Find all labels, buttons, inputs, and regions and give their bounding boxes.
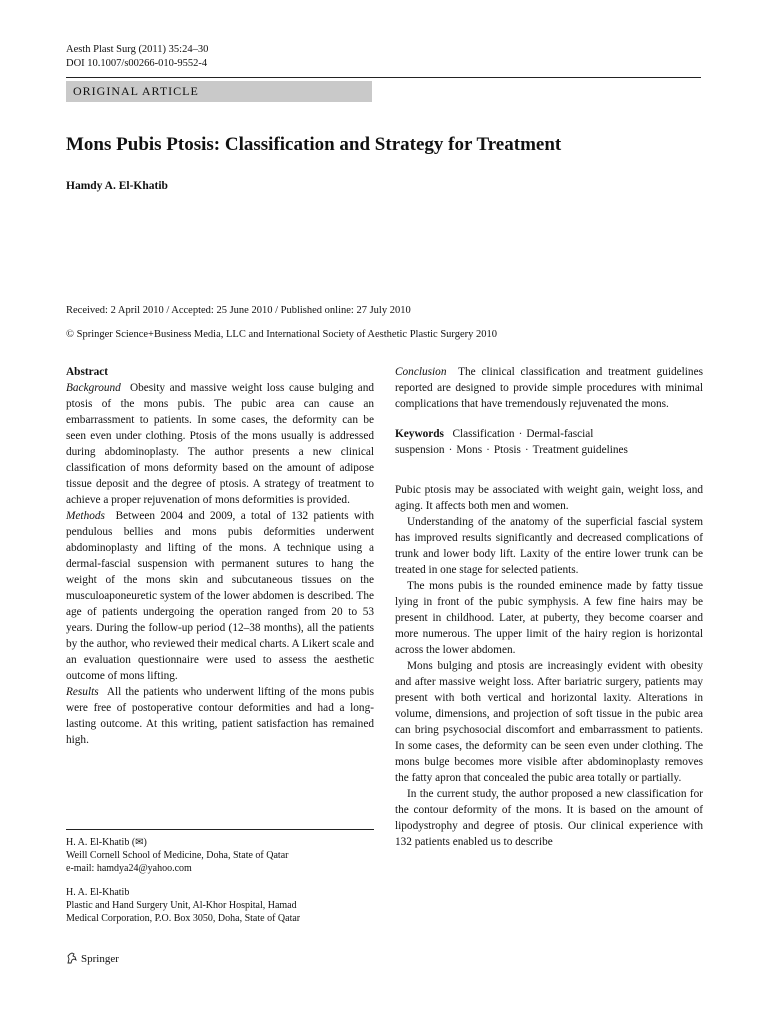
body-paragraph: Mons bulging and ptosis are increasingly evident with obesity and after massive weight loss. After bariatric surgery, patients may present with both vertical and horizontal laxity. Alterations in volume, dimensions, and projection of soft tissue in the pubic area can bring psychosocial discomfort and embarrassment to patients. In some cases, the deformity can be seen even under clothing. The mons bulge becomes more visible after abdominoplasty removes the fatty apron that concealed the pubic area totally or partially. xyxy=(395,660,703,784)
results-label: Results xyxy=(66,686,99,698)
keyword: Treatment guidelines xyxy=(532,444,628,456)
affiliation-institution: Plastic and Hand Surgery Unit, Al-Khor Hospital, Hamad xyxy=(66,900,297,911)
affiliation-rule xyxy=(66,829,374,830)
conclusion-paragraph xyxy=(395,364,703,412)
body-paragraph: The mons pubis is the rounded eminence made by fatty tissue lying in front of the pubic symphysis. A few fine hairs may be present in childhood. Later, at puberty, they become coarser and more numerous. The upper limit of the hairy region is horizontal across the lower abdomen. xyxy=(395,580,703,656)
keywords-line: Keywords Classification · Dermal-fascial suspension · Mons · Ptosis · Treatment guidelines xyxy=(395,428,628,456)
methods-label: Methods xyxy=(66,510,105,522)
conclusion-label: Conclusion xyxy=(395,366,447,378)
header-rule xyxy=(66,77,701,78)
body-paragraph: Pubic ptosis may be associated with weight gain, weight loss, and aging. It affects both men and women. xyxy=(395,484,703,512)
doi: DOI 10.1007/s00266-010-9552-4 xyxy=(66,58,208,69)
affiliation-name: H. A. El-Khatib xyxy=(66,887,130,898)
right-column xyxy=(395,364,703,850)
affiliation-name: H. A. El-Khatib (✉) xyxy=(66,837,147,848)
affiliation-email[interactable]: e-mail: hamdya24@yahoo.com xyxy=(66,863,192,874)
publication-dates: Received: 2 April 2010 / Accepted: 25 June 2010 / Published online: 27 July 2010 xyxy=(66,305,411,316)
keyword: Dermal-fascial suspension xyxy=(395,428,594,456)
affiliation-2 xyxy=(66,886,374,925)
keyword: Ptosis xyxy=(493,444,521,456)
publisher-name: Springer xyxy=(81,953,119,965)
page-footer xyxy=(66,952,119,966)
background-text: Obesity and massive weight loss cause bulging and ptosis of the mons pubis. The pubic area can cause an embarrassment to patients. In some cases, the deformity can be seen even under clothing. Ptosis of the mons usually is addressed during abdominoplasty. The author presents a new clinical classification of mons deformity based on the amount of adipose tissue deposit and the degree of ptosis. A strategy of treatment to achieve a proper rejuvenation of mons deformities is provided. xyxy=(66,382,374,506)
keywords-label: Keywords xyxy=(395,428,444,440)
journal-citation: Aesth Plast Surg (2011) 35:24–30 xyxy=(66,44,209,55)
affiliation-1 xyxy=(66,836,374,875)
results-text: All the patients who underwent lifting of the mons pubis were free of postoperative contour deformities and had a long-lasting outcome. At this writing, patient satisfaction has remained high. xyxy=(66,686,374,746)
affiliation-institution: Weill Cornell School of Medicine, Doha, State of Qatar xyxy=(66,850,289,861)
abstract-section xyxy=(66,364,374,748)
abstract-heading: Abstract xyxy=(66,366,109,378)
conclusion-text: The clinical classification and treatment guidelines reported are designed to provide simple procedures with minimal complications that have tremendously rejuvenated the mons. xyxy=(395,366,703,410)
article-title: Mons Pubis Ptosis: Classification and Strategy for Treatment xyxy=(66,134,562,155)
springer-horse-icon xyxy=(66,952,78,964)
keyword: Mons xyxy=(456,444,483,456)
copyright-line: © Springer Science+Business Media, LLC and International Society of Aesthetic Plastic Surgery 2010 xyxy=(66,329,497,340)
keyword: Classification xyxy=(452,428,515,440)
background-label: Background xyxy=(66,382,121,394)
affiliation-address: Medical Corporation, P.O. Box 3050, Doha, State of Qatar xyxy=(66,913,301,924)
methods-text: Between 2004 and 2009, a total of 132 patients with pendulous bellies and mons pubis deformities underwent abdominoplasty and lifting of the mons. A technique using a dermal-fascial suspension with permanent sutures to hang the weight of the mons skin and subcutaneous tissues on the musculoaponeuretic system of the lower abdomen is described. The age of patients undergoing the operation ranged from 20 to 53 years. During the follow-up period (12–38 months), all the patients by the author, who reviewed their medical charts. A Likert scale and an evaluation questionnaire were used to assess the aesthetic outcome of mons lifting. xyxy=(66,510,374,682)
author-name: Hamdy A. El-Khatib xyxy=(66,180,168,192)
body-paragraph: In the current study, the author proposed a new classification for the contour deformity of the mons. It is based on the amount of lipodystrophy and degree of ptosis. Our clinical experience with 132 patients enabled us to describe xyxy=(395,788,703,848)
article-type-banner: ORIGINAL ARTICLE xyxy=(66,81,372,102)
body-paragraph: Understanding of the anatomy of the superficial fascial system has improved results significantly and decreased complications of trunk and lower body lift. Laxity of the entire lower trunk can be treated in one stage for selected patients. xyxy=(395,516,703,576)
